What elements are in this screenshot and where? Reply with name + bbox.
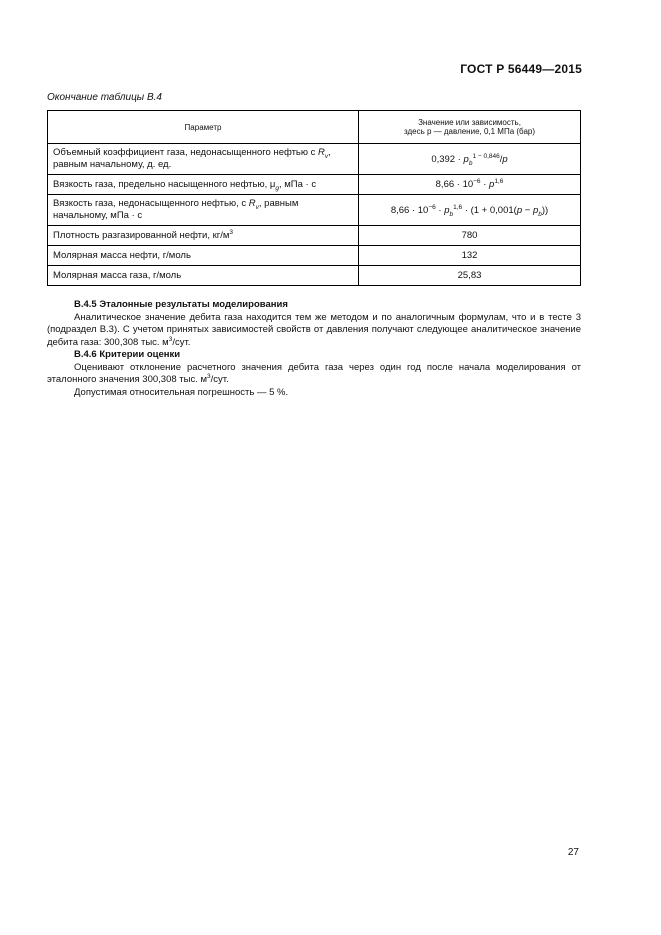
section-b45 <box>47 299 581 399</box>
param-cell <box>48 175 359 195</box>
section-heading: В.4.5 Эталонные результаты моделирования <box>74 299 288 310</box>
table-row <box>48 144 581 175</box>
param-cell <box>48 195 359 226</box>
value-cell: 780 <box>359 226 581 246</box>
document-id: ГОСТ Р 56449—2015 <box>460 62 582 76</box>
table-row <box>48 226 581 246</box>
param-text: Вязкость газа, недонасыщенного нефтью, с <box>53 198 249 209</box>
paragraph <box>47 312 581 350</box>
column-header-value <box>359 111 581 144</box>
paragraph-text: Оценивают отклонение расчетного значения дебита газа через один год после начала моделирования от эталонного значения 300,308 тыс. м <box>47 361 581 385</box>
column-header-value-line2: здесь p — давление, 0,1 МПа (бар) <box>403 127 536 136</box>
value-text: )) <box>541 204 549 216</box>
param-text: Объемный коэффициент газа, недонасыщенного нефтью с <box>53 147 319 158</box>
value-text: · <box>480 179 490 190</box>
value-superscript: 1,6 <box>494 177 504 185</box>
table-row <box>48 246 581 266</box>
value-text: 8,66 · 10 <box>435 179 474 190</box>
value-text: / <box>499 153 503 165</box>
param-cell: Молярная масса газа, г/моль <box>48 266 359 286</box>
page-number: 27 <box>567 847 579 858</box>
value-symbol: p <box>516 204 523 216</box>
value-cell: 132 <box>359 246 581 266</box>
table-row <box>48 266 581 286</box>
value-cell <box>359 175 581 195</box>
value-superscript: −6 <box>473 177 481 185</box>
parameter-table <box>47 110 581 286</box>
paragraph-text: /сут. <box>210 374 229 385</box>
param-text: Плотность разгазированной нефти, кг/м <box>53 229 230 241</box>
value-superscript: 1,6 <box>453 203 463 211</box>
param-text: , равным начальному, мПа · с <box>53 198 299 221</box>
param-superscript: 3 <box>229 228 234 236</box>
param-subscript: v <box>324 152 329 160</box>
column-header-value-line1: Значение или зависимость, <box>418 118 521 127</box>
table-row <box>48 195 581 226</box>
param-text: , мПа · с <box>279 178 317 190</box>
value-symbol: p <box>489 179 495 190</box>
paragraph-superscript: 3 <box>168 335 173 343</box>
value-text: · <box>435 204 445 216</box>
value-subscript: b <box>538 210 542 218</box>
param-cell <box>48 144 359 175</box>
value-text: · (1 + 0,001( <box>462 204 517 216</box>
param-subscript: v <box>255 203 259 211</box>
column-header-parameter: Параметр <box>48 111 359 144</box>
param-text: , равным начальному, д. ед. <box>53 147 331 170</box>
value-superscript: 1 − 0,846 <box>472 152 500 160</box>
value-symbol: p <box>444 204 450 216</box>
param-cell <box>48 226 359 246</box>
table-caption: Окончание таблицы В.4 <box>47 92 162 103</box>
paragraph-superscript: 3 <box>207 372 211 380</box>
value-symbol: p <box>502 153 508 165</box>
param-symbol: R <box>248 198 256 209</box>
paragraph-text: /сут. <box>172 336 191 348</box>
param-symbol: R <box>318 147 325 158</box>
value-superscript: −6 <box>428 203 436 211</box>
paragraph: Допустимая относительная погрешность — 5 %. <box>74 386 289 398</box>
paragraph-text: Аналитическое значение дебита газа находится тем же методом и по аналогичным формулам, что и в тесте 3 (подраздел В.3). С учетом принятых зависимостей свойств от давления получают следующее аналитическое значение дебита газа: 300,308 тыс. м <box>47 311 581 348</box>
table-header-row <box>48 111 581 144</box>
value-symbol: p <box>463 153 469 165</box>
paragraph <box>47 362 581 387</box>
value-text: − <box>522 204 533 216</box>
value-cell <box>359 144 581 175</box>
table-row <box>48 175 581 195</box>
param-text: Вязкость газа, предельно насыщенного нефтью, μ <box>53 178 276 190</box>
value-subscript: b <box>449 210 454 218</box>
value-symbol: p <box>532 204 539 216</box>
param-cell: Молярная масса нефти, г/моль <box>48 246 359 266</box>
value-subscript: b <box>468 159 473 167</box>
value-cell <box>359 195 581 226</box>
section-heading: В.4.6 Критерии оценки <box>74 349 181 360</box>
value-cell: 25,83 <box>359 266 581 286</box>
value-text: 0,392 · <box>431 153 464 165</box>
value-text: 8,66 · 10 <box>390 204 429 216</box>
param-subscript: g <box>275 184 279 192</box>
